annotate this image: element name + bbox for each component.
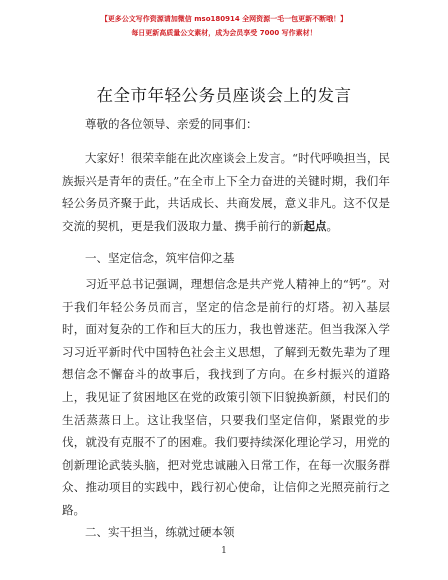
promo-banner-line-2: 每日更新高质量公文素材，成为会员享受 7000 写作素材！ xyxy=(131,29,317,37)
salutation xyxy=(62,113,390,136)
salutation-text: 尊敬的各位领导、亲爱的同事们： xyxy=(85,117,258,131)
paragraph-section-1-text: 习近平总书记强调，理想信念是共产党人精神上的“钙”。对于我们年轻公务员而言，坚定的信念是前行的灯塔。初入基层时，面对复杂的工作和巨大的压力，我也曾迷茫。但当我深入学习习近平新时代中国特色社会主义思想，了解到无数先辈为了理想信念不懈奋斗的故事后，我找到了方向。在乡村振兴的道路上，我见证了贫困地区在党的政策引领下旧貌换新颜，村民们的生活蒸蒸日上。这让我坚信，只要我们坚定信仰，紧跟党的步伐，就没有克服不了的困难。我们要持续深化理论学习，用党的创新理论武装头脑，把对党忠诚融入日常工作，在每一次服务群众、推动项目的实践中，践行初心使命，让信仰之光照亮前行之路。 xyxy=(62,277,390,517)
paragraph-opening xyxy=(62,147,390,237)
section-heading-2 xyxy=(62,521,390,544)
page-number: 1 xyxy=(221,546,227,556)
paragraph-section-1 xyxy=(62,273,390,522)
paragraph-opening-text: 大家好！很荣幸能在此次座谈会上发言。“时代呼唤担当，民族振兴是青年的责任。”在全市上下全力奋进的关键时期，我们年轻公务员齐聚于此，共话成长、共商发展，意义非凡。这不仅是交流的契机，更是我们汲取力量、携手前行的新 xyxy=(62,151,390,233)
section-heading-1 xyxy=(62,247,390,270)
paragraph-opening-end: 。 xyxy=(326,218,338,233)
paragraph-opening-bold: 起点 xyxy=(303,218,327,233)
section-heading-1-text: 一、坚定信念，筑牢信仰之基 xyxy=(85,251,235,265)
promo-banner-line-1: 【更多公文写作资源请加微信 mso180914 全网资源一毛一包更新不断哦！】 xyxy=(100,15,348,23)
document-title: 在全市年轻公务员座谈会上的发言 xyxy=(96,86,352,105)
section-heading-2-text: 二、实干担当，练就过硬本领 xyxy=(85,525,235,539)
